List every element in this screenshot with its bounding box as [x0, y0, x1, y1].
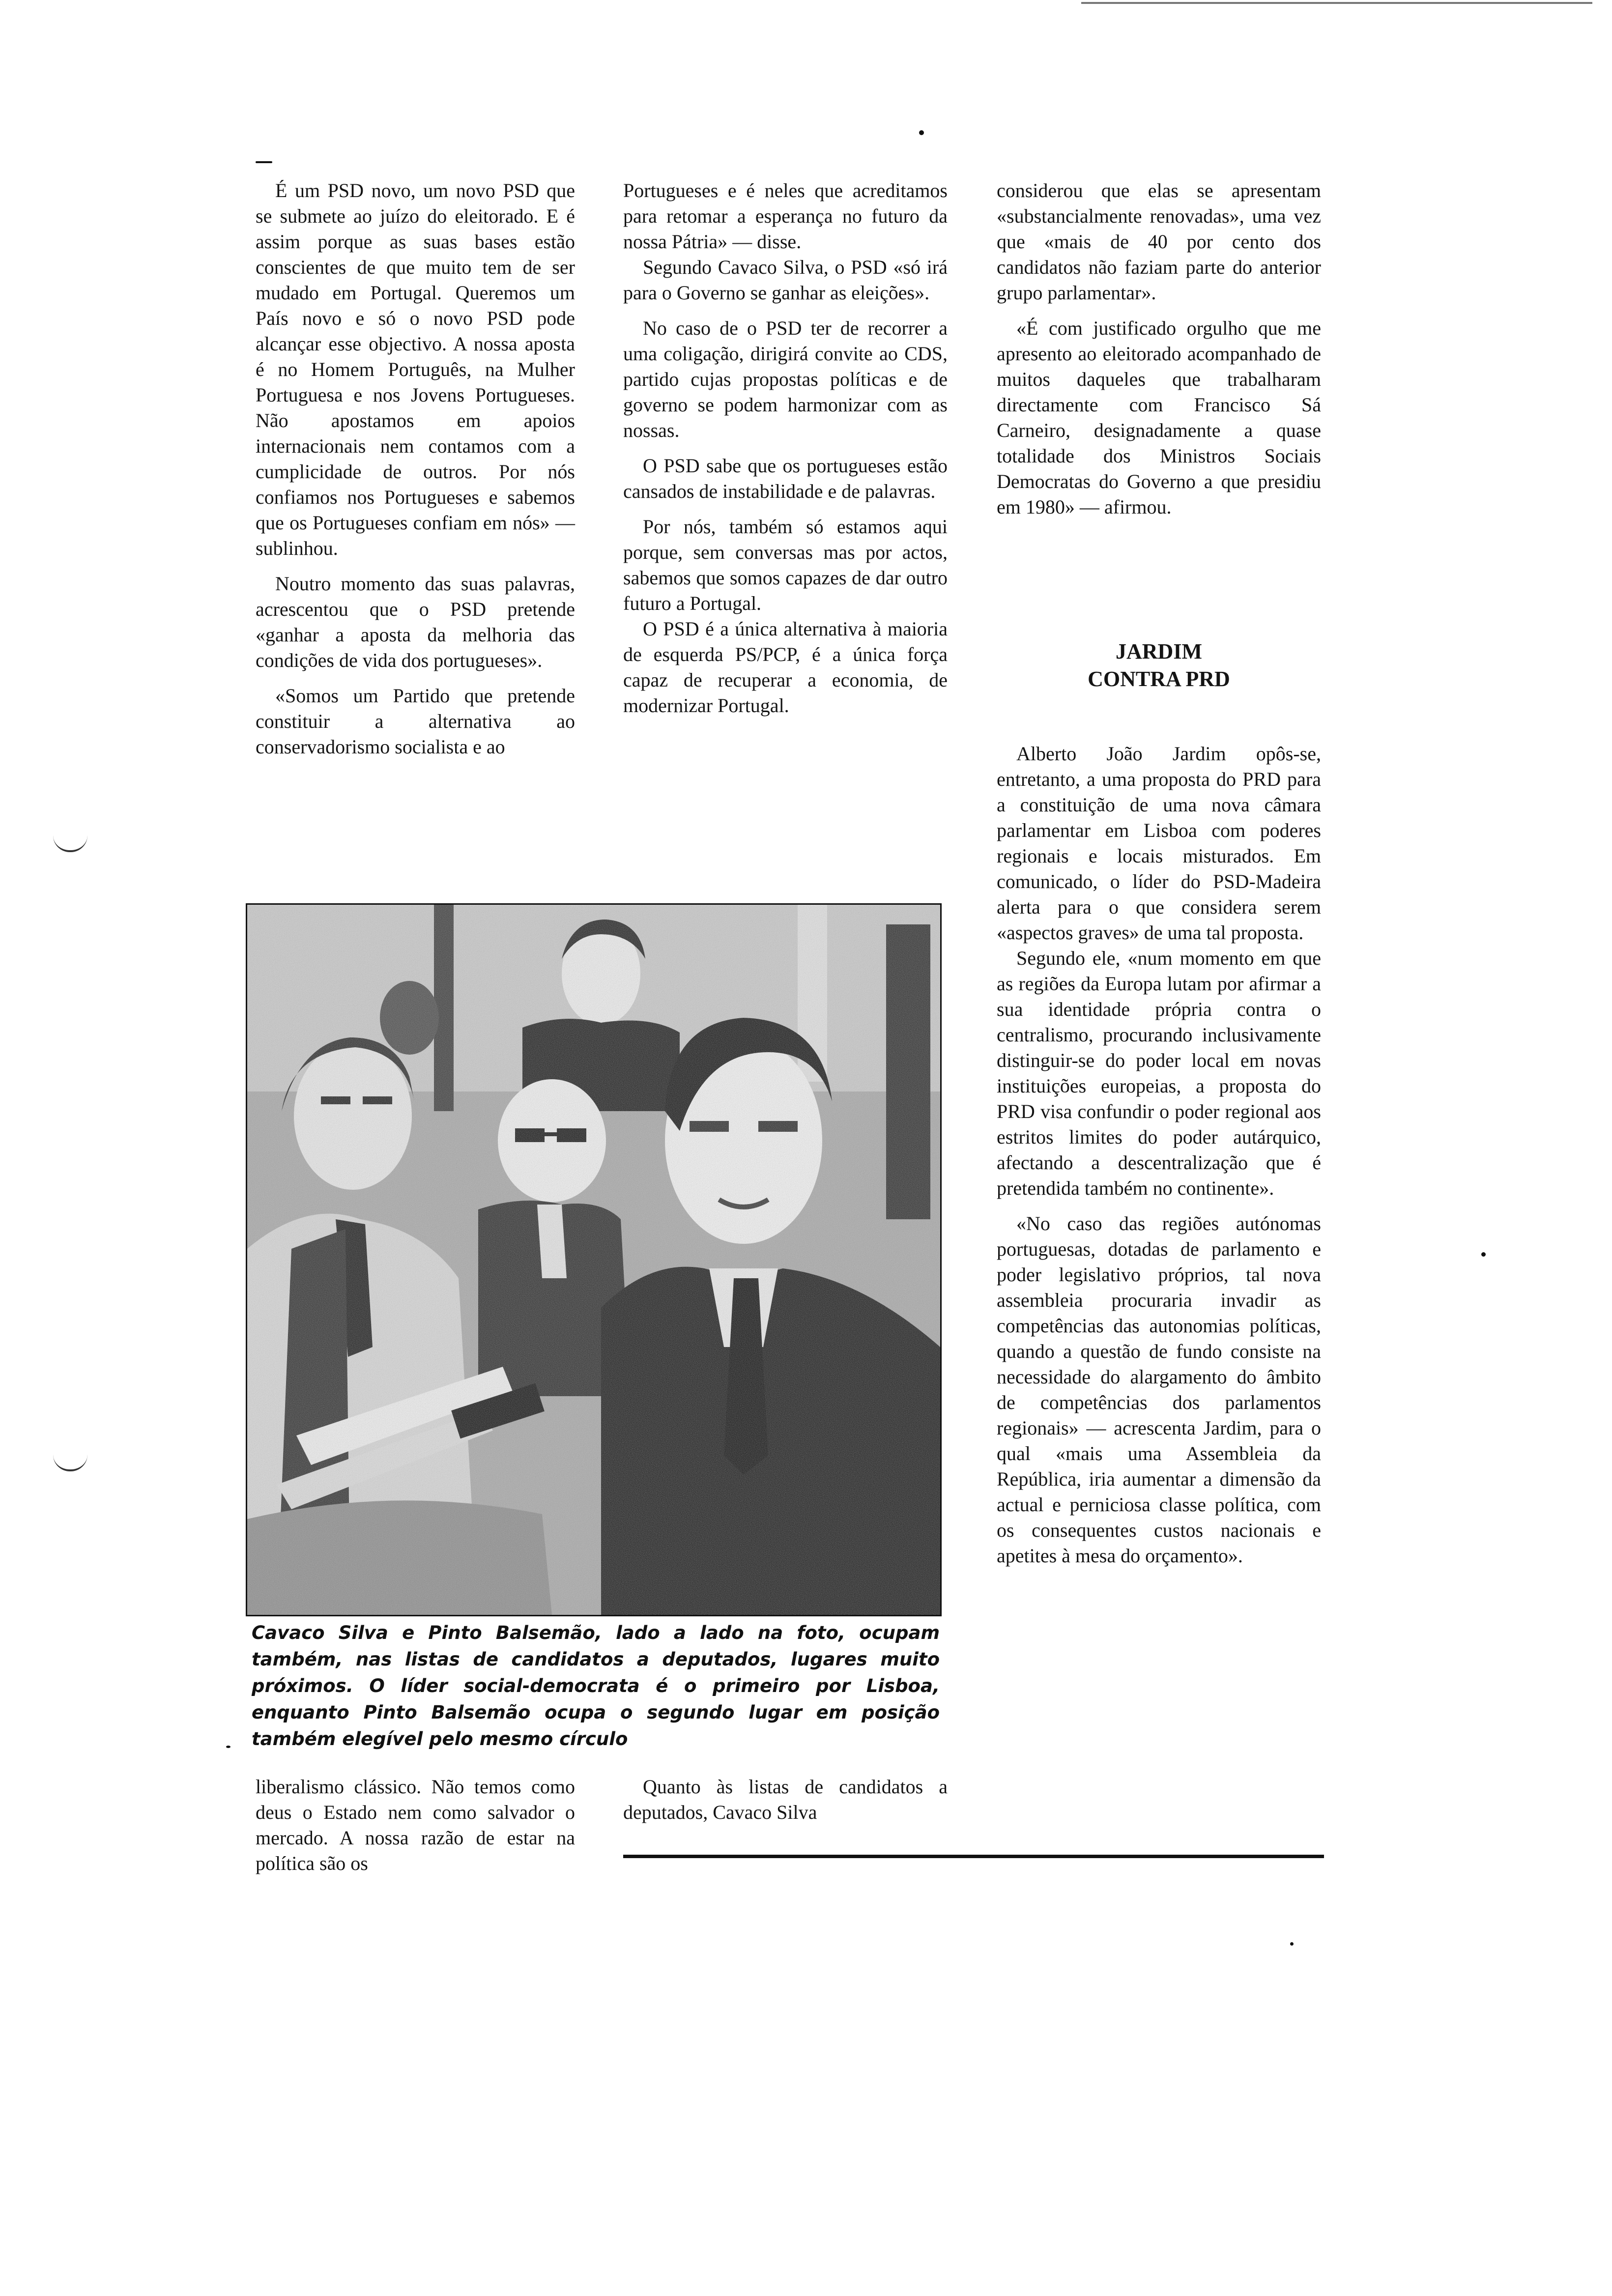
- subheading-line: JARDIM: [1116, 639, 1202, 663]
- paragraph: Quanto às listas de candidatos a deputados, Cavaco Silva: [623, 1776, 948, 1823]
- print-speck: [226, 1746, 230, 1748]
- paragraph: Segundo Cavaco Silva, o PSD «só irá para o Governo se ganhar as eleições».: [623, 256, 948, 304]
- photo-caption: Cavaco Silva e Pinto Balsemão, lado a lado na foto, ocupam também, nas listas de candidatos a deputados, lugares muito próximos. O líder social-democrata é o primeiro por Lisboa, enquanto Pinto Balsemão ocupa o segundo lugar em posição também elegível pelo mesmo círculo: [252, 1622, 940, 1750]
- print-speck: [919, 130, 924, 135]
- paragraph: «Somos um Partido que pretende constituir a alternativa ao conservadorismo socialista e ao: [256, 685, 575, 758]
- margin-mark: [53, 1455, 87, 1471]
- paragraph: Alberto João Jardim opôs-se, entretanto, a uma proposta do PRD para a constituição de uma nova câmara parlamentar em Lisboa com poderes regionais e locais misturados. Em comunicado, o líder do PSD-Madeira alerta para o que considera serem «aspectos graves» de uma tal proposta.: [997, 743, 1321, 944]
- paragraph: O PSD é a única alternativa à maioria de esquerda PS/PCP, é a única força capaz de recuperar a economia, de modernizar Portugal.: [623, 618, 948, 717]
- paragraph: Segundo ele, «num momento em que as regiões da Europa lutam por afirmar a sua identidade própria contra o centralismo, procurando inclusivamente distinguir-se do poder local em novas instituições europeias, a proposta do PRD visa confundir o poder regional aos estritos limites do poder autárquico, afectando a descentralização que é pretendida também no continente».: [997, 947, 1321, 1199]
- article-column-2-continued: [623, 1774, 948, 1825]
- photo-illustration: [247, 905, 940, 1615]
- bottom-rule: [623, 1855, 1324, 1858]
- paragraph: Portugueses e é neles que acreditamos para retomar a esperança no futuro da nossa Pátria» — disse.: [623, 179, 948, 253]
- print-speck: [1290, 1942, 1294, 1946]
- top-rule: [1081, 2, 1592, 4]
- article-column-1-continued: [256, 1774, 575, 1876]
- paragraph: É um PSD novo, um novo PSD que se submete ao juízo do eleitorado. E é assim porque as suas bases estão conscientes de que muito tem de ser mudado em Portugal. Queremos um País novo e só o novo PSD pode alcançar esse objectivo. A nossa aposta é no Homem Português, na Mulher Portuguesa e nos Jovens Portugueses. Não apostamos em apoios internacionais nem contamos com a cumplicidade de outros. Por nós confiamos nos Portugueses e sabemos que os Portugueses confiam em nós» — sublinhou.: [256, 179, 575, 559]
- news-photo: [246, 903, 942, 1616]
- paragraph: liberalismo clássico. Não temos como deus o Estado nem como salvador o mercado. A nossa razão de estar na política são os: [256, 1776, 575, 1874]
- print-speck: [1481, 1252, 1486, 1257]
- print-speck: [256, 161, 272, 163]
- margin-mark: [53, 835, 87, 852]
- article-column-2: [623, 178, 948, 718]
- section-subheading: [997, 638, 1321, 693]
- article-column-1: [256, 178, 575, 760]
- paragraph: «No caso das regiões autónomas portuguesas, dotadas de parlamento e poder legislativo próprios, tal nova assembleia procuraria invadir as competências das autonomias políticas, quando a questão de fundo consiste na necessidade do alargamento do âmbito de competências dos parlamentos regionais» — acrescenta Jardim, para o qual «mais uma Assembleia da República, iria aumentar a dimensão da actual e perniciosa classe política, com os consequentes custos nacionais e apetites à mesa do orçamento».: [997, 1212, 1321, 1567]
- paragraph: Por nós, também só estamos aqui porque, sem conversas mas por actos, sabemos que somos capazes de dar outro futuro a Portugal.: [623, 516, 948, 614]
- article-column-3-continued: [997, 741, 1321, 1569]
- paragraph: O PSD sabe que os portugueses estão cansados de instabilidade e de palavras.: [623, 455, 948, 502]
- paragraph: considerou que elas se apresentam «substancialmente renovadas», uma vez que «mais de 40 por cento dos candidatos não faziam parte do anterior grupo parlamentar».: [997, 179, 1321, 304]
- paragraph: «É com justificado orgulho que me apresento ao eleitorado acompanhado de muitos daqueles que trabalharam directamente com Francisco Sá Carneiro, designadamente a quase totalidade dos Ministros Sociais Democratas do Governo a que presidiu em 1980» — afirmou.: [997, 317, 1321, 518]
- paragraph: Noutro momento das suas palavras, acrescentou que o PSD pretende «ganhar a aposta da melhoria das condições de vida dos portugueses».: [256, 573, 575, 671]
- article-column-3: [997, 178, 1321, 520]
- paragraph: No caso de o PSD ter de recorrer a uma coligação, dirigirá convite ao CDS, partido cujas propostas políticas e de governo se podem harmonizar com as nossas.: [623, 317, 948, 441]
- subheading-line: CONTRA PRD: [1088, 667, 1230, 691]
